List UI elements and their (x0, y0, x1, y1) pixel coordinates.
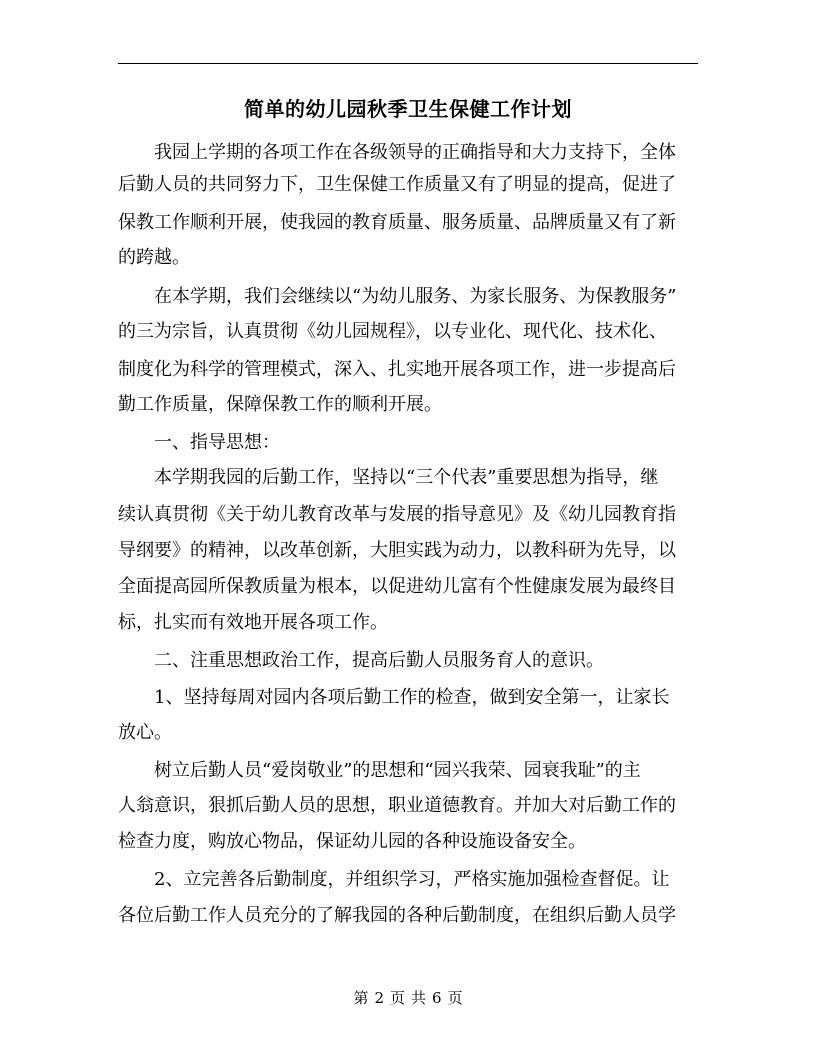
text-line: 导纲要》的精神，以改革创新，大胆实践为动力，以教科研为先导，以 (118, 540, 676, 561)
text-line: 检查力度，购放心物品，保证幼儿园的各种设施设备安全。 (118, 831, 586, 852)
footer-total-pages: 6 (432, 989, 442, 1007)
section-heading: 二、注重思想政治工作，提高后勤人员服务育人的意识。 (118, 650, 604, 671)
text-line: 勤工作质量，保障保教工作的顺利开展。 (118, 394, 442, 415)
text-line: 的三为宗旨，认真贯彻《幼儿园规程》，以专业化、现代化、技术化、 (118, 321, 667, 342)
text-line: 2、立完善各后勤制度，并组织学习，严格实施加强检查督促。让 (118, 869, 670, 890)
text-line: 树立后勤人员“爱岗敬业”的思想和“园兴我荣、园衰我耻”的主 (118, 760, 641, 781)
text-line: 制度化为科学的管理模式，深入、扎实地开展各项工作，进一步提高后 (118, 359, 676, 380)
document-title: 简单的幼儿园秋季卫生保健工作计划 (244, 97, 572, 121)
text-line: 在本学期，我们会继续以“为幼儿服务、为家长服务、为保教服务” (118, 286, 677, 307)
footer-prefix: 第 (353, 989, 369, 1007)
text-line: 1、坚持每周对园内各项后勤工作的检查，做到安全第一，让家长 (118, 687, 670, 708)
footer-page-label: 页 (389, 989, 405, 1007)
text-line: 人翁意识，狠抓后勤人员的思想，职业道德教育。并加大对后勤工作的 (118, 795, 676, 816)
footer-suffix: 页 (447, 989, 463, 1007)
text-line: 的跨越。 (118, 247, 190, 268)
footer-page-number: 2 (374, 989, 384, 1007)
footer-total-label: 共 (411, 989, 427, 1007)
text-line: 我园上学期的各项工作在各级领导的正确指导和大力支持下，全体 (118, 142, 676, 163)
text-line: 标，扎实而有效地开展各项工作。 (118, 612, 388, 633)
page-footer (0, 988, 816, 1008)
text-line: 各位后勤工作人员充分的了解我园的各种后勤制度，在组织后勤人员学 (118, 905, 676, 926)
text-line: 本学期我园的后勤工作，坚持以“三个代表”重要思想为指导，继 (118, 467, 659, 488)
text-line: 保教工作顺利开展，使我园的教育质量、服务质量、品牌质量又有了新 (118, 212, 676, 233)
text-line: 续认真贯彻《关于幼儿教育改革与发展的指导意见》及《幼儿园教育指 (118, 504, 676, 525)
text-line: 全面提高园所保教质量为根本，以促进幼儿富有个性健康发展为最终目 (118, 576, 676, 597)
section-heading: 一、指导思想： (118, 432, 280, 453)
text-line: 放心。 (118, 722, 172, 743)
header-rule (118, 63, 698, 64)
text-line: 后勤人员的共同努力下，卫生保健工作质量又有了明显的提高，促进了 (118, 174, 676, 195)
